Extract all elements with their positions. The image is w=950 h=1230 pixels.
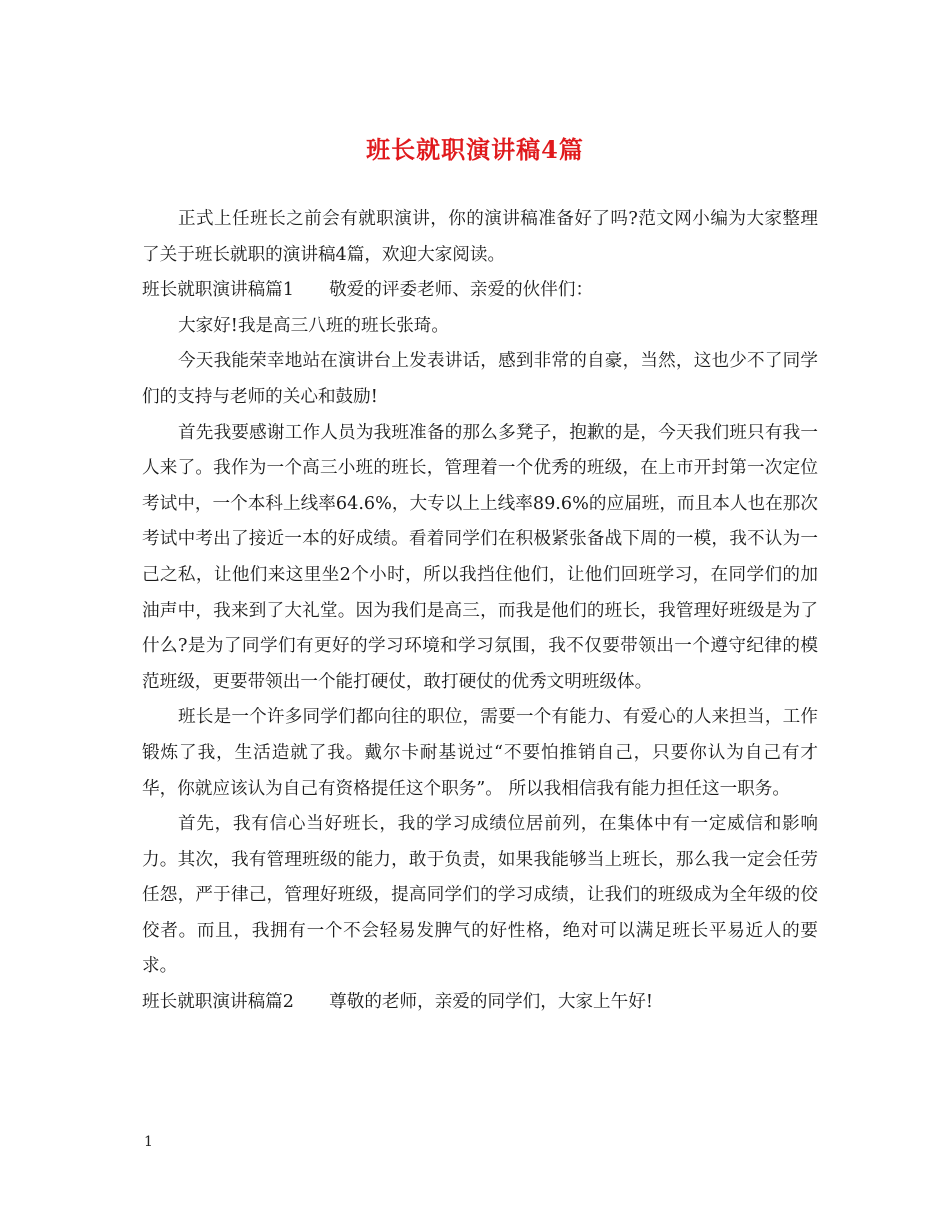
paragraph-position: 班长是一个许多同学们都向往的职位，需要一个有能力、有爱心的人来担当，工作锻炼了我，生活造就了我。戴尔卡耐基说过“不要怕推销自己，只要你认为自己有才华，你就应该认为自己有资格提任这个职务”。 所以我相信我有能力担任这一职务。 — [142, 707, 818, 799]
page-number: 1 — [144, 1134, 153, 1150]
paragraph-greeting: 大家好!我是高三八班的班长张琦。 — [178, 315, 449, 336]
paragraph-intro: 正式上任班长之前会有就职演讲，你的演讲稿准备好了吗?范文网小编为大家整理了关于班长就职的演讲稿4篇，欢迎大家阅读。 — [142, 209, 818, 265]
paragraph-honor: 今天我能荣幸地站在演讲台上发表讲话，感到非常的自豪，当然，这也少不了同学们的支持与老师的关心和鼓励! — [142, 351, 818, 407]
document-title: 班长就职演讲稿4篇 — [366, 135, 584, 164]
paragraph-thanks: 首先我要感谢工作人员为我班准备的那么多凳子，抱歉的是，今天我们班只有我一人来了。我作为一个高三小班的班长，管理着一个优秀的班级，在上市开封第一次定位考试中，一个本科上线率64.6%，大专以上上线率89.6%的应届班，而且本人也在那次考试中考出了接近一本的好成绩。看着同学们在积极紧张备战下周的一模，我不认为一己之私，让他们来这里坐2个小时，所以我挡住他们，让他们回班学习，在同学们的加油声中，我来到了大礼堂。因为我们是高三，而我是他们的班长，我管理好班级是为了什么?是为了同学们有更好的学习环境和学习氛围，我不仅要带领出一个遵守纪律的模范班级，更要带领出一个能打硬仗，敢打硬仗的优秀文明班级体。 — [142, 422, 818, 692]
paragraph-confidence: 首先，我有信心当好班长，我的学习成绩位居前列，在集体中有一定威信和影响力。其次，我有管理班级的能力，敢于负责，如果我能够当上班长，那么我一定会任劳任怨，严于律己，管理好班级，提高同学们的学习成绩，让我们的班级成为全年级的佼佼者。而且，我拥有一个不会轻易发脾气的好性格，绝对可以满足班长平易近人的要求。 — [142, 814, 818, 977]
document-body — [142, 202, 818, 1021]
section-heading-1: 班长就职演讲稿篇1 敬爱的评委老师、亲爱的伙伴们： — [142, 280, 594, 301]
section-heading-2: 班长就职演讲稿篇2 尊敬的老师，亲爱的同学们，大家上午好! — [142, 992, 653, 1013]
